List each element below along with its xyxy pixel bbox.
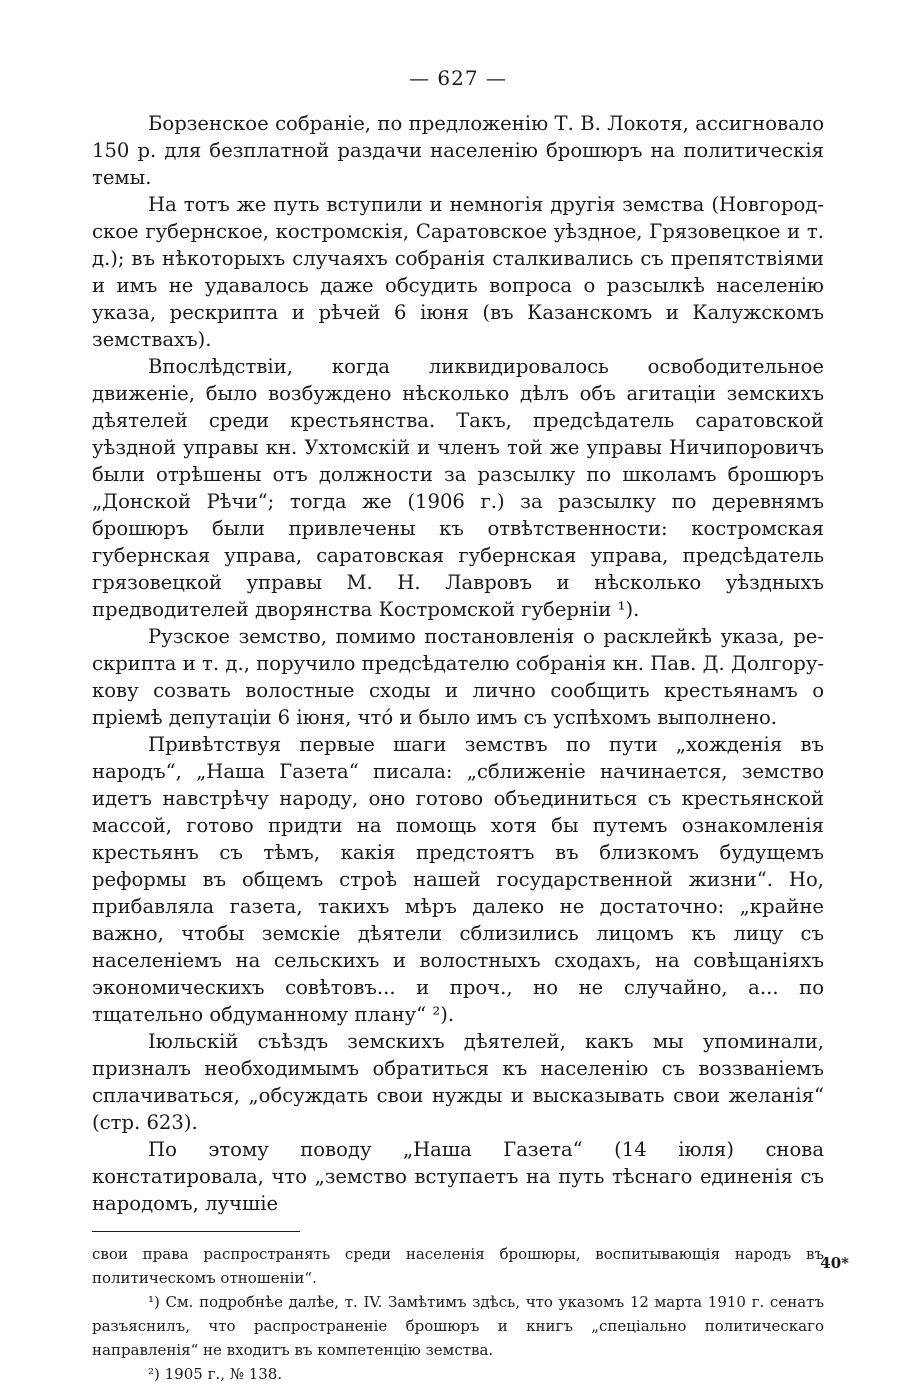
- paragraph: Борзенское собраніе, по предложенію Т. В. Локотя, ассигновало 150 р. для безплатной раздачи населенію брошюръ на политическія темы.: [92, 112, 824, 189]
- paragraph: Рузское земство, помимо постановленія о расклейкѣ указа, рескрипта и т. д., поручило предсѣдателю собранія кн. Пав. Д. Долгорукову созвать волостные сходы и лично сообщить крестьянамъ о пріемѣ депутаціи 6 іюня, что́ и было имъ съ успѣхомъ выполнено.: [92, 625, 824, 729]
- signature-mark: 40*: [820, 1254, 849, 1272]
- footnotes: [92, 1242, 824, 1386]
- paragraph: Впослѣдствіи, когда ликвидировалось освободительное движеніе, было возбуждено нѣсколько дѣлъ объ агитаціи земскихъ дѣятелей среди крестьянства. Такъ, предсѣдатель саратовской уѣздной управы кн. Ухтомскій и членъ той же управы Ничипоровичъ были отрѣшены отъ должности за разсылку по школамъ брошюръ „Донской Рѣчи“; тогда же (1906 г.) за разсылку по деревнямъ брошюръ были привлечены къ отвѣтственности: костромская губернская управа, саратовская губернская управа, предсѣдатель грязовецкой управы М. Н. Лавровъ и нѣсколько уѣздныхъ предводителей дворянства Костромской губерніи ¹).: [92, 355, 824, 621]
- paragraph: Іюльскій съѣздъ земскихъ дѣятелей, какъ мы упоминали, призналъ необходимымъ обратиться къ населенію съ воззваніемъ сплачиваться, „обсуждать свои нужды и высказывать свои желанія“ (стр. 623).: [92, 1030, 824, 1134]
- paragraph: На тотъ же путь вступили и немногія другія земства (Новгородское губернское, костромскія, Саратовское уѣздное, Грязовецкое и т. д.); въ нѣкоторыхъ случаяхъ собранія сталкивались съ препятствіями и имъ не удавалось даже обсудить вопроса о разсылкѣ населенію указа, рескрипта и рѣчей 6 іюня (въ Казанскомъ и Калужскомъ земствахъ).: [92, 193, 824, 351]
- document-page: [92, 66, 824, 1386]
- footnote-1: ¹) См. подробнѣе далѣе, т. IV. Замѣтимъ здѣсь, что указомъ 12 марта 1910 г. сенатъ разъяснилъ, что распространеніе брошюръ и книгъ „спеціально политическаго направленія“ не входитъ въ компетенцію земства.: [92, 1293, 824, 1359]
- page-number: — 627 —: [409, 66, 507, 90]
- body-text: [92, 110, 824, 1217]
- paragraph: Привѣтствуя первые шаги земствъ по пути „хожденія въ народъ“, „Наша Газета“ писала: „сближеніе начинается, земство идетъ навстрѣчу народу, оно готово объединиться съ крестьянской массой, готово придти на помощь хотя бы путемъ ознакомленія крестьянъ съ тѣмъ, какія предстоятъ въ близкомъ будущемъ реформы въ общемъ строѣ нашей государственной жизни“. Но, прибавляла газета, такихъ мѣръ далеко не достаточно: „крайне важно, чтобы земскіе дѣятели сблизились лицомъ къ лицу съ населеніемъ на сельскихъ и волостныхъ сходахъ, на совѣщаніяхъ экономическихъ совѣтовъ... и проч., но не случайно, а... по тщательно обдуманному плану“ ²).: [92, 733, 824, 1026]
- footnote-2: ²) 1905 г., № 138.: [148, 1365, 283, 1383]
- paragraph: По этому поводу „Наша Газета“ (14 іюля) снова констатировала, что „земство вступаетъ на путь тѣснаго единенія съ народомъ, лучшіе: [92, 1138, 824, 1215]
- footnote-continuation: свои права распространять среди населенія брошюры, воспитывающія народъ въ политическомъ отношеніи“.: [92, 1245, 824, 1287]
- footnote-divider: [92, 1231, 300, 1232]
